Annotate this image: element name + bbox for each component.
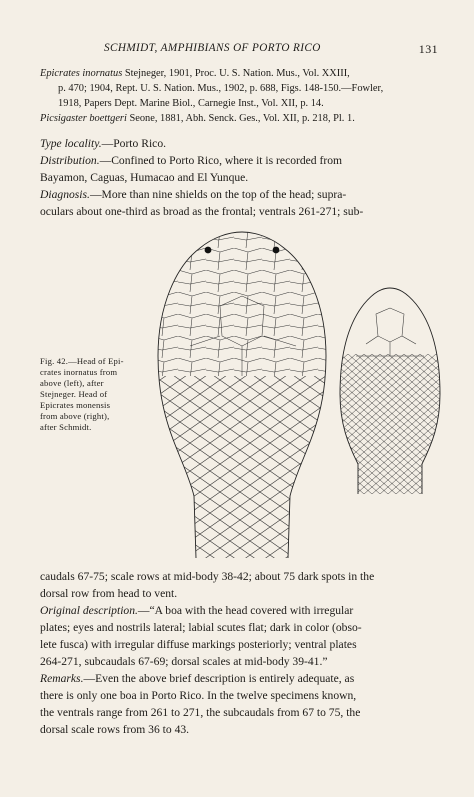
species-name: Epicrates inornatus <box>40 68 123 79</box>
type-locality <box>40 135 438 152</box>
citation-text: 1918, Papers Dept. Marine Biol., Carnegie Inst., Vol. XII, p. 14. <box>58 98 324 109</box>
body-text: —Even the above brief description is entirely adequate, as <box>83 672 355 685</box>
remarks-label: Remarks. <box>40 672 84 685</box>
diagnosis <box>40 186 438 220</box>
head-illustration-left <box>150 226 340 566</box>
caption-line: Epicrates monensis <box>40 400 111 410</box>
type-locality-label: Type locality. <box>40 137 102 150</box>
type-locality-text: —Porto Rico. <box>101 137 167 150</box>
synonymy-entry <box>40 111 440 126</box>
caption-line: from above (right), <box>40 411 110 421</box>
diagnosis-text: —More than nine shields on the top of the head; supra- <box>89 188 347 201</box>
running-title: SCHMIDT, AMPHIBIANS OF PORTO RICO <box>104 42 321 54</box>
synonymy-entry <box>40 66 440 111</box>
diagnosis-continuation <box>40 568 438 602</box>
body-text: —“A boa with the head covered with irregular <box>137 604 354 617</box>
body-text: plates; eyes and nostrils lateral; labial scutes flat; dark in color (obso- <box>40 621 362 634</box>
citation-text: p. 470; 1904, Rept. U. S. Nation. Mus., 1902, p. 688, Figs. 148-150.—Fowler, <box>58 83 384 94</box>
body-text: 264-271, subcaudals 67-69; dorsal scales at mid-body 39-41.” <box>40 655 328 668</box>
caption-line: Fig. 42.—Head of Epi- <box>40 356 124 366</box>
head-illustration-right <box>336 284 446 564</box>
eye-icon <box>273 247 280 254</box>
body-text: dorsal scale rows from 36 to 43. <box>40 723 190 736</box>
body-text: the ventrals range from 261 to 271, the subcaudals from 67 to 75, the <box>40 706 361 719</box>
species-name: Picsigaster boettgeri <box>40 113 127 124</box>
species-account-bottom <box>40 568 438 738</box>
caption-line: crates inornatus from <box>40 367 118 377</box>
body-text: dorsal row from head to vent. <box>40 587 178 600</box>
caption-line: above (left), after <box>40 378 104 388</box>
diagnosis-label: Diagnosis. <box>40 188 90 201</box>
remarks <box>40 670 438 738</box>
species-account-top <box>40 135 438 220</box>
body-text: lete fusca) with irregular diffuse markings posteriorly; ventral plates <box>40 638 357 651</box>
distribution-label: Distribution. <box>40 154 100 167</box>
diagnosis-text: oculars about one-third as broad as the frontal; ventrals 261-271; sub- <box>40 205 364 218</box>
body-text: there is only one boa in Porto Rico. In the twelve specimens known, <box>40 689 357 702</box>
body-text: caudals 67-75; scale rows at mid-body 38-42; about 75 dark spots in the <box>40 570 375 583</box>
original-description <box>40 602 438 670</box>
citation-text: Stejneger, 1901, Proc. U. S. Nation. Mus., Vol. XXIII, <box>122 68 350 79</box>
caption-line: Stejneger. Head of <box>40 389 108 399</box>
figure-caption <box>40 356 148 433</box>
eye-icon <box>205 247 212 254</box>
distribution-text: —Confined to Porto Rico, where it is recorded from <box>99 154 343 167</box>
original-description-label: Original description. <box>40 604 138 617</box>
citation-text: Seone, 1881, Abh. Senck. Ges., Vol. XII, p. 218, Pl. 1. <box>126 113 355 124</box>
page-number: 131 <box>418 42 438 56</box>
caption-line: after Schmidt. <box>40 422 92 432</box>
distribution <box>40 152 438 186</box>
distribution-text: Bayamon, Caguas, Humacao and El Yunque. <box>40 171 249 184</box>
synonymy-block <box>40 66 440 126</box>
